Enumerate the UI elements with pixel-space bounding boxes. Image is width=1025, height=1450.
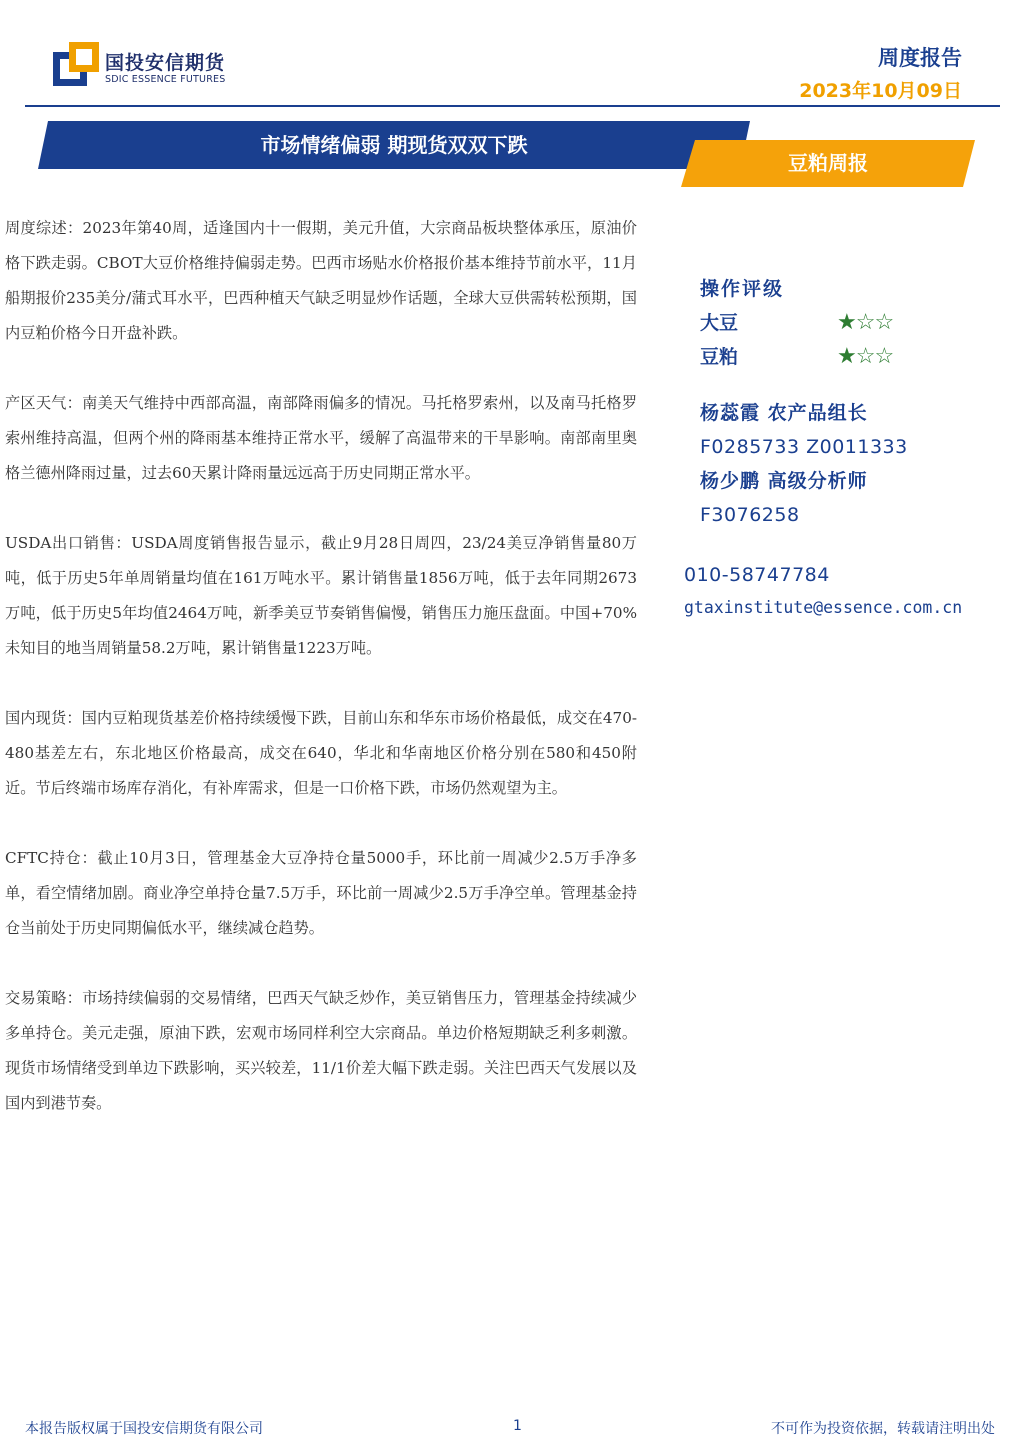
sidebar bbox=[700, 272, 1000, 532]
report-type: 周度报告 bbox=[878, 46, 962, 70]
logo-chinese-name: 国投安信期货 bbox=[105, 52, 226, 74]
report-body bbox=[5, 211, 637, 1156]
rating-title: 操作评级 bbox=[700, 278, 785, 300]
paragraph-weekly-summary: 周度综述：2023年第40周，适逢国内十一假期，美元升值，大宗商品板块整体承压，原油价格下跌走弱。CBOT大豆价格维持偏弱走势。巴西市场贴水价格报价基本维持节前水平，11月船期报价235美分/蒲式耳水平，巴西种植天气缺乏明显炒作话题，全球大豆供需转松预期，国内豆粕价格今日开盘补跌。 bbox=[5, 219, 637, 342]
rating-row-soymeal bbox=[700, 340, 1000, 374]
analyst-name-2: 杨少鹏 高级分析师 bbox=[700, 470, 868, 492]
paragraph-cftc: CFTC持仓：截止10月3日，管理基金大豆净持仓量5000手，环比前一周减少2.5万手净多单，看空情绪加剧。商业净空单持仓量7.5万手，环比前一周减少2.5万手净空单。管理基金持仓当前处于历史同期偏低水平，继续减仓趋势。 bbox=[5, 849, 637, 937]
logo-english-name: SDIC ESSENCE FUTURES bbox=[105, 74, 226, 85]
report-tag: 豆粕周报 bbox=[788, 151, 868, 175]
rating-name: 大豆 bbox=[700, 312, 739, 334]
report-title: 市场情绪偏弱 期现货双双下跌 bbox=[260, 133, 528, 157]
contact-block bbox=[684, 560, 1014, 626]
footer-copyright: 本报告版权属于国投安信期货有限公司 bbox=[25, 1421, 263, 1437]
footer-disclaimer: 不可作为投资依据，转载请注明出处 bbox=[771, 1421, 995, 1437]
paragraph-domestic-spot: 国内现货：国内豆粕现货基差价格持续缓慢下跌，目前山东和华东市场价格最低，成交在470-480基差左右，东北地区价格最高，成交在640，华北和华南地区价格分别在580和450附近。节后终端市场库存消化，有补库需求，但是一口价格下跌，市场仍然观望为主。 bbox=[5, 709, 637, 797]
paragraph-strategy: 交易策略：市场持续偏弱的交易情绪，巴西天气缺乏炒作，美豆销售压力，管理基金持续减少多单持仓。美元走强，原油下跌，宏观市场同样利空大宗商品。单边价格短期缺乏利多刺激。现货市场情绪受到单边下跌影响，买兴较差，11/1价差大幅下跌走弱。关注巴西天气发展以及国内到港节奏。 bbox=[5, 989, 637, 1112]
contact-phone: 010-58747784 bbox=[684, 564, 830, 586]
star-rating-icon: ★☆☆ bbox=[837, 344, 894, 369]
contact-email[interactable]: gtaxinstitute@essence.com.cn bbox=[684, 598, 963, 617]
logo-mark-icon bbox=[53, 42, 99, 86]
analyst-block bbox=[700, 396, 1000, 532]
rating-row-soybean bbox=[700, 306, 1000, 340]
analyst-license-2: F3076258 bbox=[700, 504, 800, 526]
analyst-name-1: 杨蕊霞 农产品组长 bbox=[700, 402, 868, 424]
rating-name: 豆粕 bbox=[700, 346, 739, 368]
report-date: 2023年10月09日 bbox=[799, 80, 962, 102]
header-divider bbox=[25, 105, 1000, 107]
company-logo bbox=[53, 42, 243, 88]
page-number: 1 bbox=[513, 1418, 522, 1434]
analyst-license-1: F0285733 Z0011333 bbox=[700, 436, 908, 458]
paragraph-usda-export: USDA出口销售：USDA周度销售报告显示，截止9月28日周四，23/24美豆净销售量80万吨，低于历史5年单周销量均值在161万吨水平。累计销售量1856万吨，低于去年同期2673万吨，低于历史5年均值2464万吨，新季美豆节奏销售偏慢，销售压力施压盘面。中国+70%未知目的地当周销量58.2万吨，累计销售量1223万吨。 bbox=[5, 534, 637, 657]
star-rating-icon: ★☆☆ bbox=[837, 310, 894, 335]
paragraph-weather: 产区天气：南美天气维持中西部高温，南部降雨偏多的情况。马托格罗索州，以及南马托格罗索州维持高温，但两个州的降雨基本维持正常水平，缓解了高温带来的干旱影响。南部南里奥格兰德州降雨过量，过去60天累计降雨量远远高于历史同期正常水平。 bbox=[5, 394, 637, 482]
